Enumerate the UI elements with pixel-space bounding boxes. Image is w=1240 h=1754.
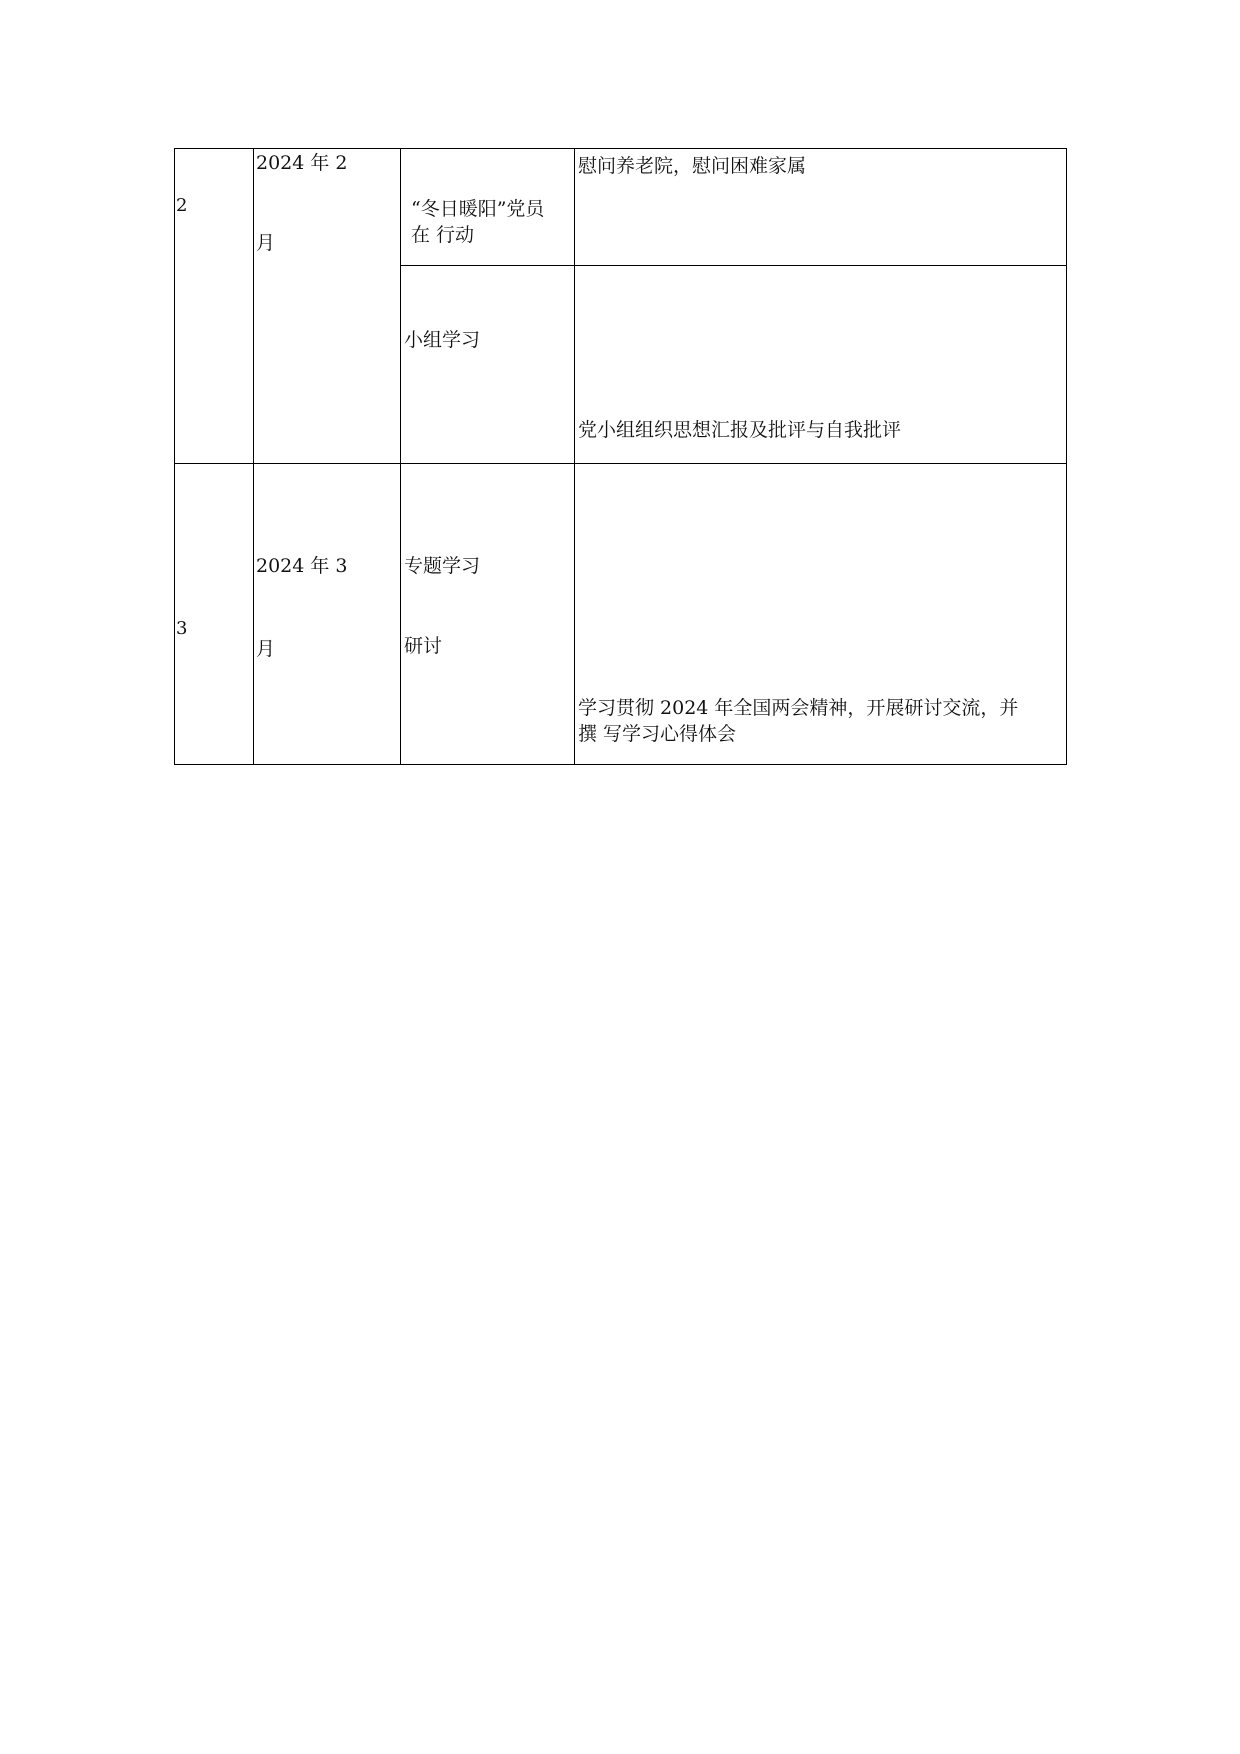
content-cell <box>575 464 1067 765</box>
activity-cell <box>401 266 575 464</box>
activity-cell <box>401 149 575 266</box>
seq-number: 3 <box>176 618 188 639</box>
date-month-suffix: 月 <box>256 638 276 660</box>
table-row <box>175 149 1067 266</box>
activity-content-line2: 撰 写学习心得体会 <box>578 723 737 745</box>
activity-content: 慰问养老院，慰问困难家属 <box>578 155 807 177</box>
activity-name-line1: “冬日暖阳”党员 <box>411 198 545 220</box>
date-cell <box>254 464 401 765</box>
activity-name-line1: 专题学习 <box>404 555 481 577</box>
content-cell <box>575 266 1067 464</box>
date-year-month: 2024 年 2 <box>256 152 348 174</box>
seq-cell <box>175 464 254 765</box>
seq-cell <box>175 149 254 464</box>
table-row <box>175 464 1067 765</box>
date-cell <box>254 149 401 464</box>
seq-number: 2 <box>176 195 188 216</box>
activity-content: 党小组组织思想汇报及批评与自我批评 <box>578 419 902 441</box>
activity-name-line2: 研讨 <box>404 635 443 657</box>
activity-name: 小组学习 <box>404 329 481 351</box>
date-month-suffix: 月 <box>256 232 276 254</box>
activity-cell <box>401 464 575 765</box>
activity-plan-table <box>174 148 1067 765</box>
activity-content-line1: 学习贯彻 2024 年全国两会精神，开展研讨交流，并 <box>578 697 1019 719</box>
activity-name-line2: 在 行动 <box>411 224 475 246</box>
date-year-month: 2024 年 3 <box>256 555 348 577</box>
content-cell <box>575 149 1067 266</box>
